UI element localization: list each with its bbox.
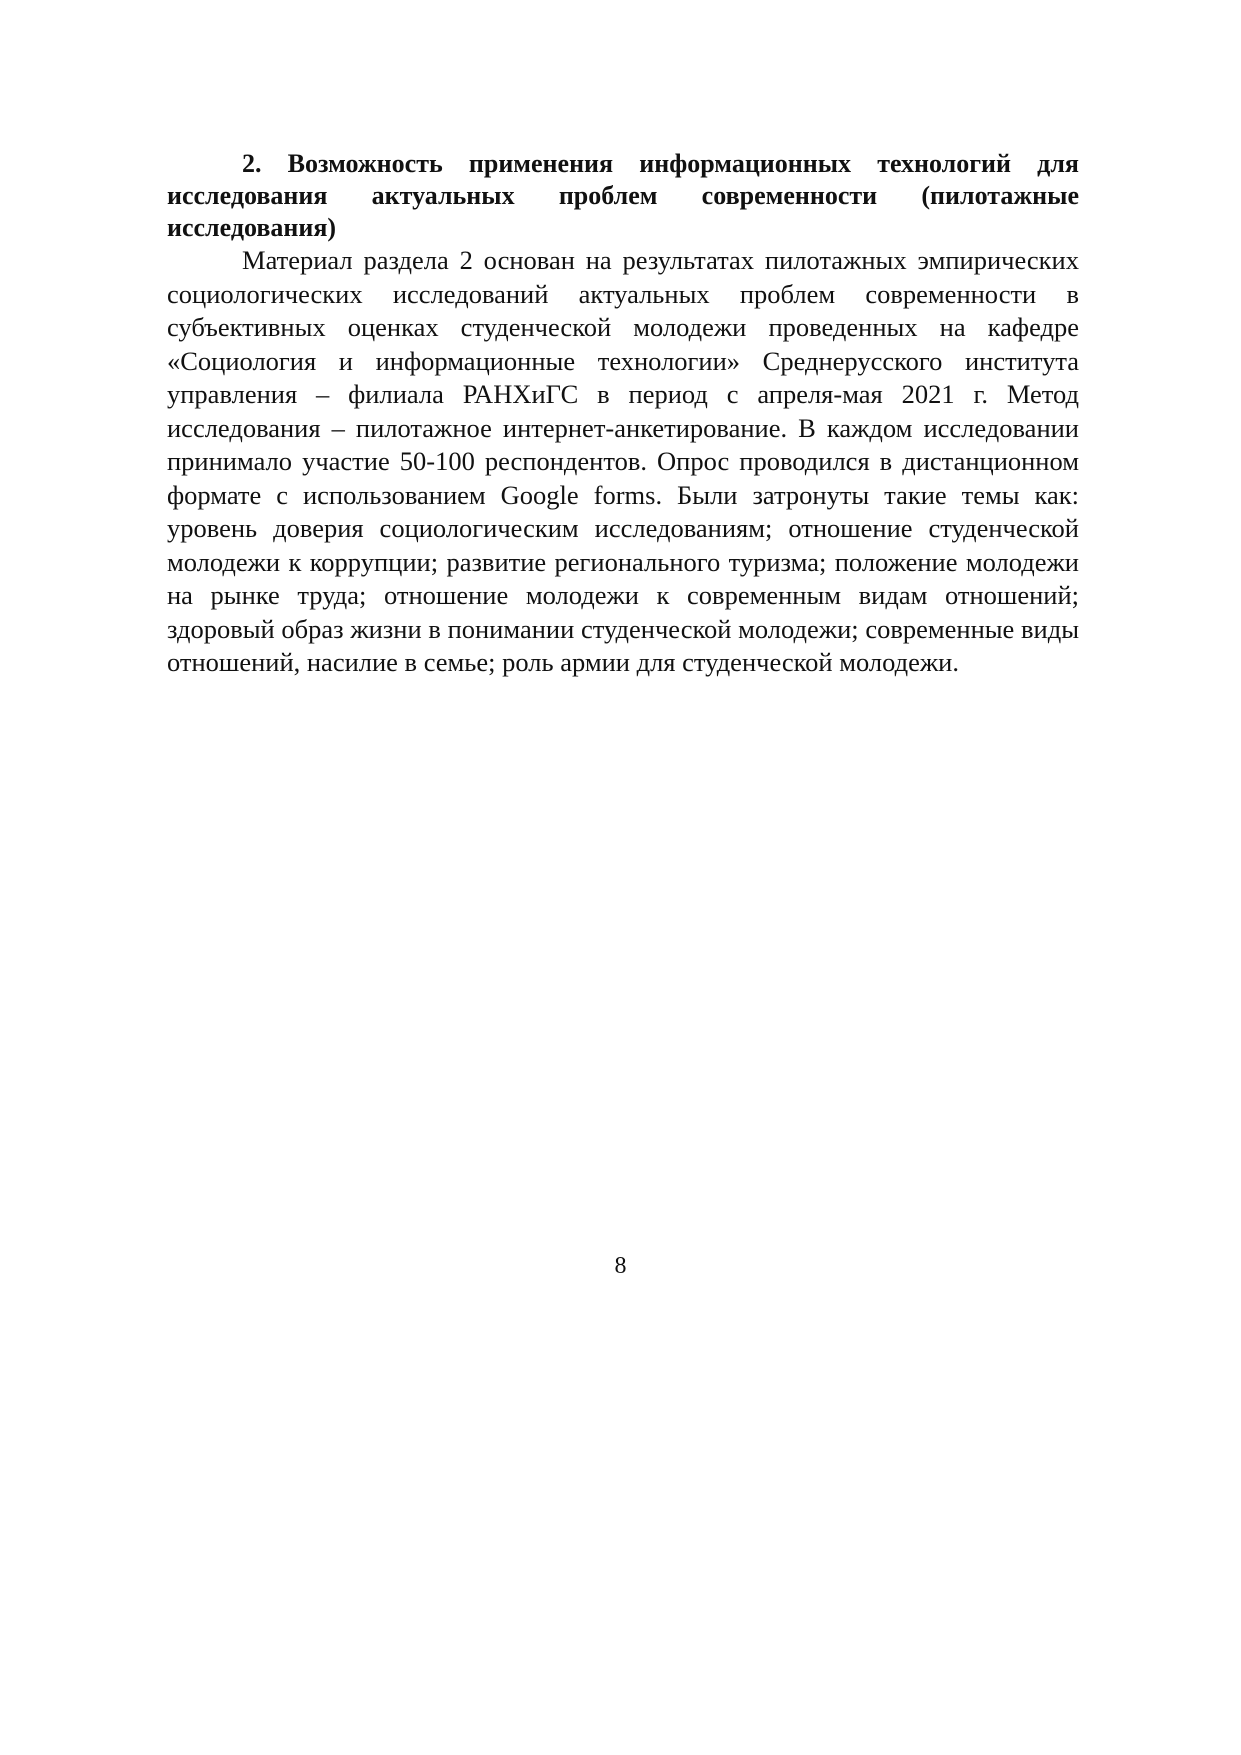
page-content [167, 148, 1079, 680]
page-number: 8 [614, 1253, 627, 1279]
body-paragraph: Материал раздела 2 основан на результатах пилотажных эмпирических социологических исследований актуальных проблем современности в субъективных оценках студенческой молодежи проведенных на кафедре «Социология и информационные технологии» Среднерусского института управления – филиала РАНХиГС в период с апреля-мая 2021 г. Метод исследования – пилотажное интернет-анкетирование. В каждом исследовании принимало участие 50-100 респондентов. Опрос проводился в дистанционном формате с использованием Google forms. Были затронуты такие темы как: уровень доверия социологическим исследованиям; отношение студенческой молодежи к коррупции; развитие регионального туризма; положение молодежи на рынке труда; отношение молодежи к современным видам отношений; здоровый образ жизни в понимании студенческой молодежи; современные виды отношений, насилие в семье; роль армии для студенческой молодежи. [167, 245, 1079, 677]
section-heading: 2. Возможность применения информационных технологий для исследования актуальных проблем современности (пилотажные исследования) [167, 149, 1079, 242]
